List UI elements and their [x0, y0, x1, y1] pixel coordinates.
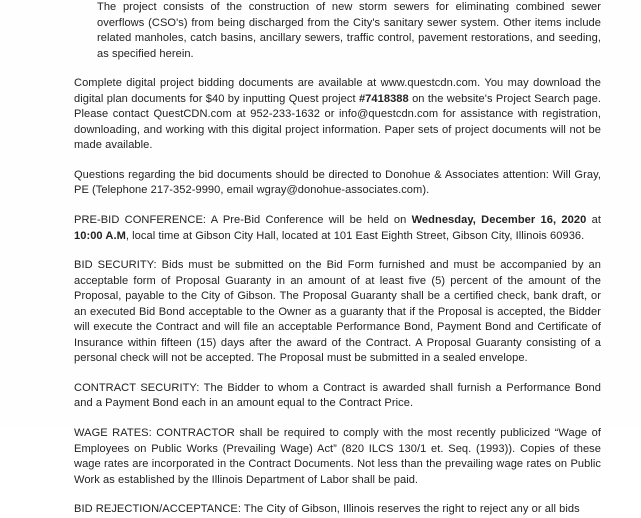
pre-bid-date: Wednesday, December 16, 2020	[411, 214, 587, 227]
paragraph-spacer	[74, 154, 601, 168]
paragraph-bid-rejection-acceptance: BID REJECTION/ACCEPTANCE: The City of Gibson, Illinois reserves the right to reject any or all bids	[74, 503, 580, 516]
paragraph-spacer	[74, 199, 601, 213]
paragraph-contract-security: CONTRACT SECURITY: The Bidder to whom a Contract is awarded shall furnish a Performance Bond and a Payment Bond each in an amount equal to the Contract Price.	[74, 381, 601, 410]
paragraph-spacer	[74, 244, 601, 258]
paragraph-bid-security: BID SECURITY: Bids must be submitted on the Bid Form furnished and must be accompanied by an acceptable form of Proposal Guaranty in an amount of at least five (5) percent of the amount of the Proposal, payable to the City of Gibson. The Proposal Guaranty shall be a certified check, bank draft, or an executed Bid Bond acceptable to the Owner as a guaranty that if the Proposal is accepted, the Bidder will execute the Contract and will file an acceptable Performance Bond, Payment Bond and Certificate of Insurance within fifteen (15) days after the award of the Contract. A Proposal Guaranty consisting of a personal check will not be accepted. The Proposal must be submitted in a sealed envelope.	[74, 259, 601, 365]
paragraph-spacer	[74, 412, 601, 426]
paragraph-questions-contact: Questions regarding the bid documents should be directed to Donohue & Associates attention: Will Gray, PE (Telephone 217-352-9990, email wgray@donohue-associates.com).	[74, 168, 601, 197]
digital-documents-text-1: Complete digital project bidding documents are available at www.questcdn.com. You may download the digital plan documents for $40 by inputting Quest project	[74, 77, 601, 105]
paragraph-spacer	[74, 488, 601, 502]
paragraph-spacer	[74, 62, 601, 76]
paragraph-project-description: The project consists of the construction of new storm sewers for eliminating combined sewer overflows (CSO's) from being discharged from the City's sanitary sewer system. Other items include related manholes, catch basins, ancillary sewers, traffic control, pavement restorations, and seeding, as specified herein.	[97, 1, 601, 60]
paragraph-wage-rates: WAGE RATES: CONTRACTOR shall be required to comply with the most recently publicized “Wage of Employees on Public Works (Prevailing Wage) Act” (820 ILCS 130/1 et. Seq. (1993)). Copies of these wage rates are incorporated in the Contract Documents. Not less than the prevailing wage rates on Public Work as established by the Illinois Department of Labor shall be paid.	[74, 427, 601, 486]
paragraph-pre-bid-conference	[74, 213, 601, 244]
quest-project-number: #7418388	[358, 92, 409, 105]
pre-bid-text-3: , local time at Gibson City Hall, located at 101 East Eighth Street, Gibson City, Illinois 60936.	[125, 229, 585, 242]
digital-documents-text-2: on the website's Project Search page. Please contact QuestCDN.com at 952-233-1632 or info@questcdn.com for assistance with registration, downloading, and working with this digital project information. Paper sets of project documents will not be made available.	[74, 92, 601, 152]
pre-bid-time: 10:00 A.M	[74, 229, 126, 242]
document-text-body	[74, 0, 601, 514]
paragraph-spacer	[74, 367, 601, 381]
pre-bid-text-1: PRE-BID CONFERENCE: A Pre-Bid Conference will be held on	[74, 214, 412, 227]
pre-bid-text-2: at	[586, 214, 601, 227]
paragraph-digital-documents	[74, 76, 601, 154]
